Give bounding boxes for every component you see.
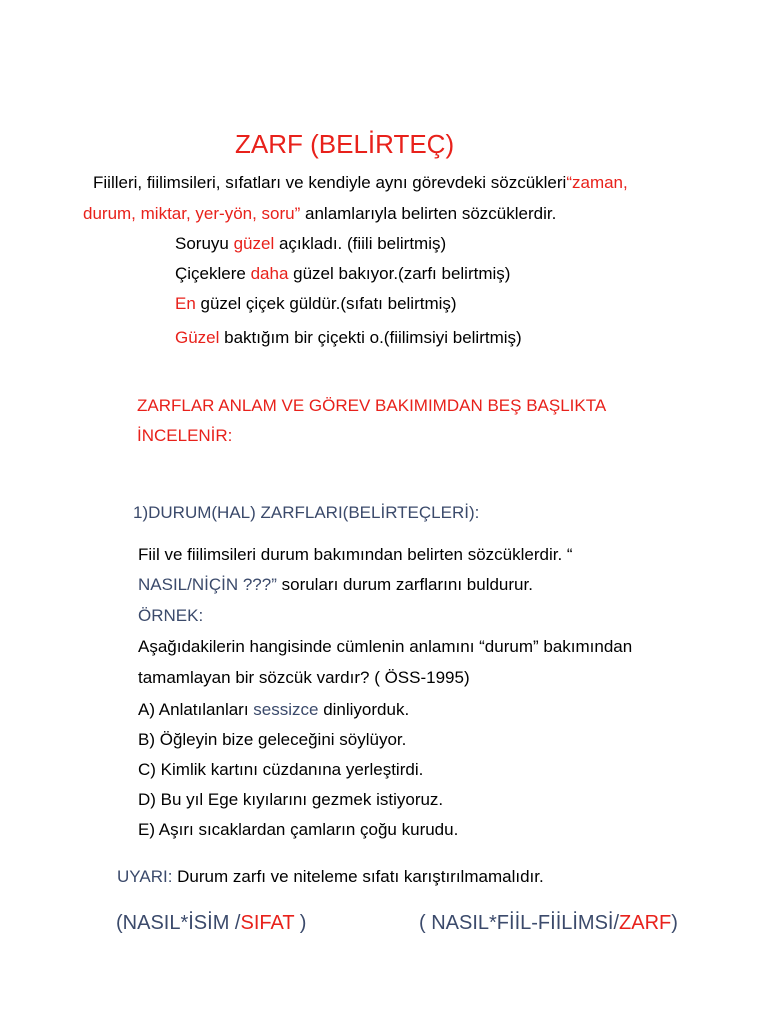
section-heading-line-2: İNCELENİR:	[137, 426, 233, 445]
example-sentence-2	[175, 263, 510, 285]
option-b: B) Öğleyin bize geleceğini söylüyor.	[138, 730, 407, 749]
example-text: açıkladı. (fiili belirtmiş)	[274, 234, 447, 253]
warning-line	[117, 866, 544, 888]
example-keyword: En	[175, 294, 196, 313]
option-d: D) Bu yıl Ege kıyılarını gezmek istiyoruz.	[138, 790, 444, 809]
option-c: C) Kimlik kartını cüzdanına yerleştirdi.	[138, 760, 424, 779]
example-text: güzel bakıyor.(zarfı belirtmiş)	[288, 264, 511, 283]
example-text: güzel çiçek güldür.(sıfatı belirtmiş)	[195, 294, 457, 313]
option-e: E) Aşırı sıcaklardan çamların çoğu kurudu.	[138, 820, 459, 839]
example-keyword: daha	[250, 264, 289, 283]
example-text: Çiçeklere	[175, 264, 251, 283]
subheading: 1)DURUM(HAL) ZARFLARI(BELİRTEÇLERİ):	[133, 503, 480, 522]
formula-text: )	[671, 912, 678, 934]
example-keyword: Güzel	[175, 328, 220, 347]
warning-text: Durum zarfı ve niteleme sıfatı karıştırılmamalıdır.	[172, 867, 544, 886]
definition-highlight: “zaman,	[566, 173, 628, 192]
definition-text: Fiilleri, fiilimsileri, sıfatları ve kendiyle aynı görevdeki sözcükleri	[93, 173, 567, 192]
definition-highlight: durum, miktar, yer-yön, soru”	[83, 204, 301, 223]
option-text: dinliyorduk.	[318, 700, 410, 719]
formula-text: ( NASIL*FİİL-FİİLİMSİ/	[419, 912, 620, 934]
body-line-1: Fiil ve fiilimsileri durum bakımından belirten sözcüklerdir. “	[138, 545, 573, 564]
definition-line-1	[93, 172, 628, 194]
body-text: soruları durum zarflarını buldurur.	[276, 575, 533, 594]
example-text: baktığım bir çiçekti o.(fiilimsiyi belirtmiş)	[219, 328, 522, 347]
example-sentence-3	[175, 293, 457, 315]
example-label: ÖRNEK:	[138, 606, 204, 625]
option-a	[138, 699, 409, 721]
formula-text: )	[294, 912, 307, 934]
formula-text: (NASIL*İSİM /	[116, 912, 241, 934]
formula-right	[419, 910, 678, 936]
question-line-1: Aşağıdakilerin hangisinde cümlenin anlamını “durum” bakımından	[138, 637, 633, 656]
option-keyword: sessizce	[253, 700, 319, 719]
definition-line-2	[83, 203, 556, 225]
formula-keyword: SIFAT	[240, 912, 295, 934]
body-line-2	[138, 574, 533, 596]
page-title: ZARF (BELİRTEÇ)	[235, 129, 455, 159]
example-text: Soruyu	[175, 234, 234, 253]
example-sentence-4	[175, 327, 522, 349]
definition-text: anlamlarıyla belirten sözcüklerdir.	[300, 204, 557, 223]
question-words: NASIL/NİÇİN ???”	[138, 575, 277, 594]
formula-keyword: ZARF	[619, 912, 672, 934]
question-line-2: tamamlayan bir sözcük vardır? ( ÖSS-1995)	[138, 668, 470, 687]
section-heading-line-1: ZARFLAR ANLAM VE GÖREV BAKIMIMDAN BEŞ BAŞLIKTA	[137, 396, 607, 415]
warning-label: UYARI:	[117, 867, 173, 886]
example-sentence-1	[175, 233, 446, 255]
formula-left	[116, 910, 306, 936]
option-text: A) Anlatılanları	[138, 700, 254, 719]
example-keyword: güzel	[233, 234, 275, 253]
